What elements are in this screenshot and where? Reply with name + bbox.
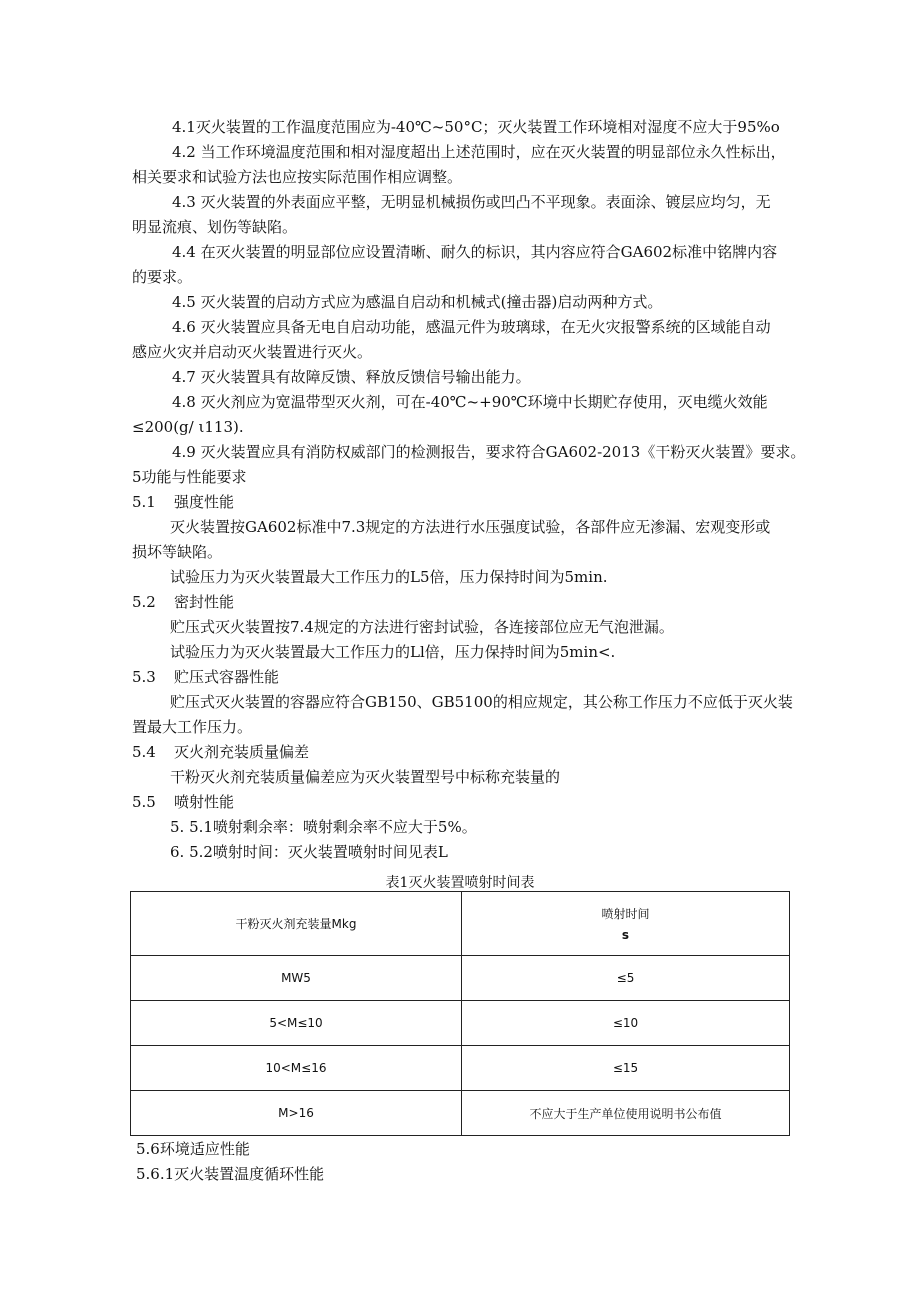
- paragraph-4-3-line1: 4.3 灭火装置的外表面应平整，无明显机械损伤或凹凸不平现象。表面涂、镀层应均匀，无: [172, 193, 771, 211]
- table-row: [131, 956, 790, 1001]
- section-5-4-number: 5.4: [132, 743, 156, 761]
- paragraph-4-2-line2: 相关要求和试验方法也应按实际范围作相应调整。: [132, 168, 463, 186]
- cell-mass: 5<M≤10: [131, 1001, 462, 1046]
- paragraph-4-6-line2: 感应火灾并启动灭火装置进行灭火。: [132, 343, 373, 361]
- section-5-6-1-heading: 5.6.1灭火装置温度循环性能: [136, 1165, 325, 1183]
- section-5-5-title: 喷射性能: [174, 793, 235, 811]
- paragraph-4-4-line2: 的要求。: [132, 268, 193, 286]
- section-5-3-title: 贮压式容器性能: [174, 668, 280, 686]
- paragraph-4-3-line2: 明显流痕、划伤等缺陷。: [132, 218, 298, 236]
- cell-time: 不应大于生产单位使用说明书公布值: [462, 1091, 790, 1136]
- paragraph-4-4-line1: 4.4 在灭火装置的明显部位应设置清晰、耐久的标识，其内容应符合GA602标准中铭牌内容: [172, 243, 778, 261]
- section-5-5-para1: 5. 5.1喷射剩余率：喷射剩余率不应大于5%。: [170, 818, 477, 836]
- paragraph-4-8-line2: ≤200(g/ ι113).: [132, 418, 244, 436]
- section-5-1-number: 5.1: [132, 493, 156, 511]
- cell-mass: MW5: [131, 956, 462, 1001]
- section-5-4-para1: 干粉灭火剂充装质量偏差应为灭火装置型号中标称充装量的: [170, 768, 561, 786]
- section-5-2-heading: [132, 592, 234, 612]
- section-5-3-number: 5.3: [132, 668, 156, 686]
- section-5-1-title: 强度性能: [174, 493, 235, 511]
- section-5-5-number: 5.5: [132, 793, 156, 811]
- section-5-1-heading: [132, 492, 234, 512]
- cell-mass: M>16: [131, 1091, 462, 1136]
- section-5-5-heading: [132, 792, 234, 812]
- section-5-3-para1-line1: 贮压式灭火装置的容器应符合GB150、GB5100的相应规定，其公称工作压力不应低于灭火装: [170, 693, 793, 711]
- table-row: [131, 1001, 790, 1046]
- section-5-2-title: 密封性能: [174, 593, 235, 611]
- header-time-label: 喷射时间: [601, 907, 650, 921]
- section-5-2-para2: 试验压力为灭火装置最大工作压力的Ll倍，压力保持时间为5min<.: [170, 643, 616, 661]
- cell-mass: 10<M≤16: [131, 1046, 462, 1091]
- table-row: [131, 1046, 790, 1091]
- paragraph-4-7: 4.7 灭火装置具有故障反馈、释放反馈信号输出能力。: [172, 368, 531, 386]
- heading-5: 5功能与性能要求: [132, 468, 247, 486]
- table-header-row: [131, 892, 790, 956]
- spray-time-table: [130, 891, 790, 1136]
- section-5-3-heading: [132, 667, 279, 687]
- paragraph-4-8-line1: 4.8 灭火剂应为宽温带型灭火剂，可在-40℃~+90℃环境中长期贮存使用，灭电缆火效能: [172, 393, 768, 411]
- cell-time: ≤5: [462, 956, 790, 1001]
- paragraph-4-9: 4.9 灭火装置应具有消防权威部门的检测报告，要求符合GA602-2013《干粉灭火装置》要求。: [172, 443, 806, 461]
- section-5-2-para1: 贮压式灭火装置按7.4规定的方法进行密封试验，各连接部位应无气泡泄漏。: [170, 618, 674, 636]
- cell-time: ≤10: [462, 1001, 790, 1046]
- section-5-1-para1-line1: 灭火装置按GA602标准中7.3规定的方法进行水压强度试验，各部件应无渗漏、宏观变形或: [170, 518, 771, 536]
- cell-time: ≤15: [462, 1046, 790, 1091]
- section-5-4-heading: [132, 742, 309, 762]
- section-5-6-heading: 5.6环境适应性能: [136, 1140, 250, 1158]
- paragraph-4-6-line1: 4.6 灭火装置应具备无电自启动功能，感温元件为玻璃球，在无火灾报警系统的区域能自动: [172, 318, 771, 336]
- section-5-1-para1-line2: 损坏等缺陷。: [132, 543, 223, 561]
- header-time: [462, 892, 790, 956]
- section-5-3-para1-line2: 置最大工作压力。: [132, 718, 253, 736]
- header-mass: 干粉灭火剂充装量Mkg: [131, 892, 462, 956]
- section-5-2-number: 5.2: [132, 593, 156, 611]
- header-time-unit: s: [621, 928, 630, 942]
- paragraph-4-2-line1: 4.2 当工作环境温度范围和相对湿度超出上述范围时，应在灭火装置的明显部位永久性标出，: [172, 143, 786, 161]
- table-caption: 表1灭火装置喷射时间表: [385, 875, 535, 891]
- section-5-1-para2: 试验压力为灭火装置最大工作压力的L5倍，压力保持时间为5min.: [170, 568, 608, 586]
- table-row: [131, 1091, 790, 1136]
- section-5-5-para2: 6. 5.2喷射时间：灭火装置喷射时间见表L: [170, 843, 448, 861]
- paragraph-4-5: 4.5 灭火装置的启动方式应为感温自启动和机械式(撞击器)启动两种方式。: [172, 293, 663, 311]
- paragraph-4-1: 4.1灭火装置的工作温度范围应为-40℃~50°C；灭火装置工作环境相对湿度不应大于95%o: [172, 118, 780, 136]
- section-5-4-title: 灭火剂充装质量偏差: [174, 743, 310, 761]
